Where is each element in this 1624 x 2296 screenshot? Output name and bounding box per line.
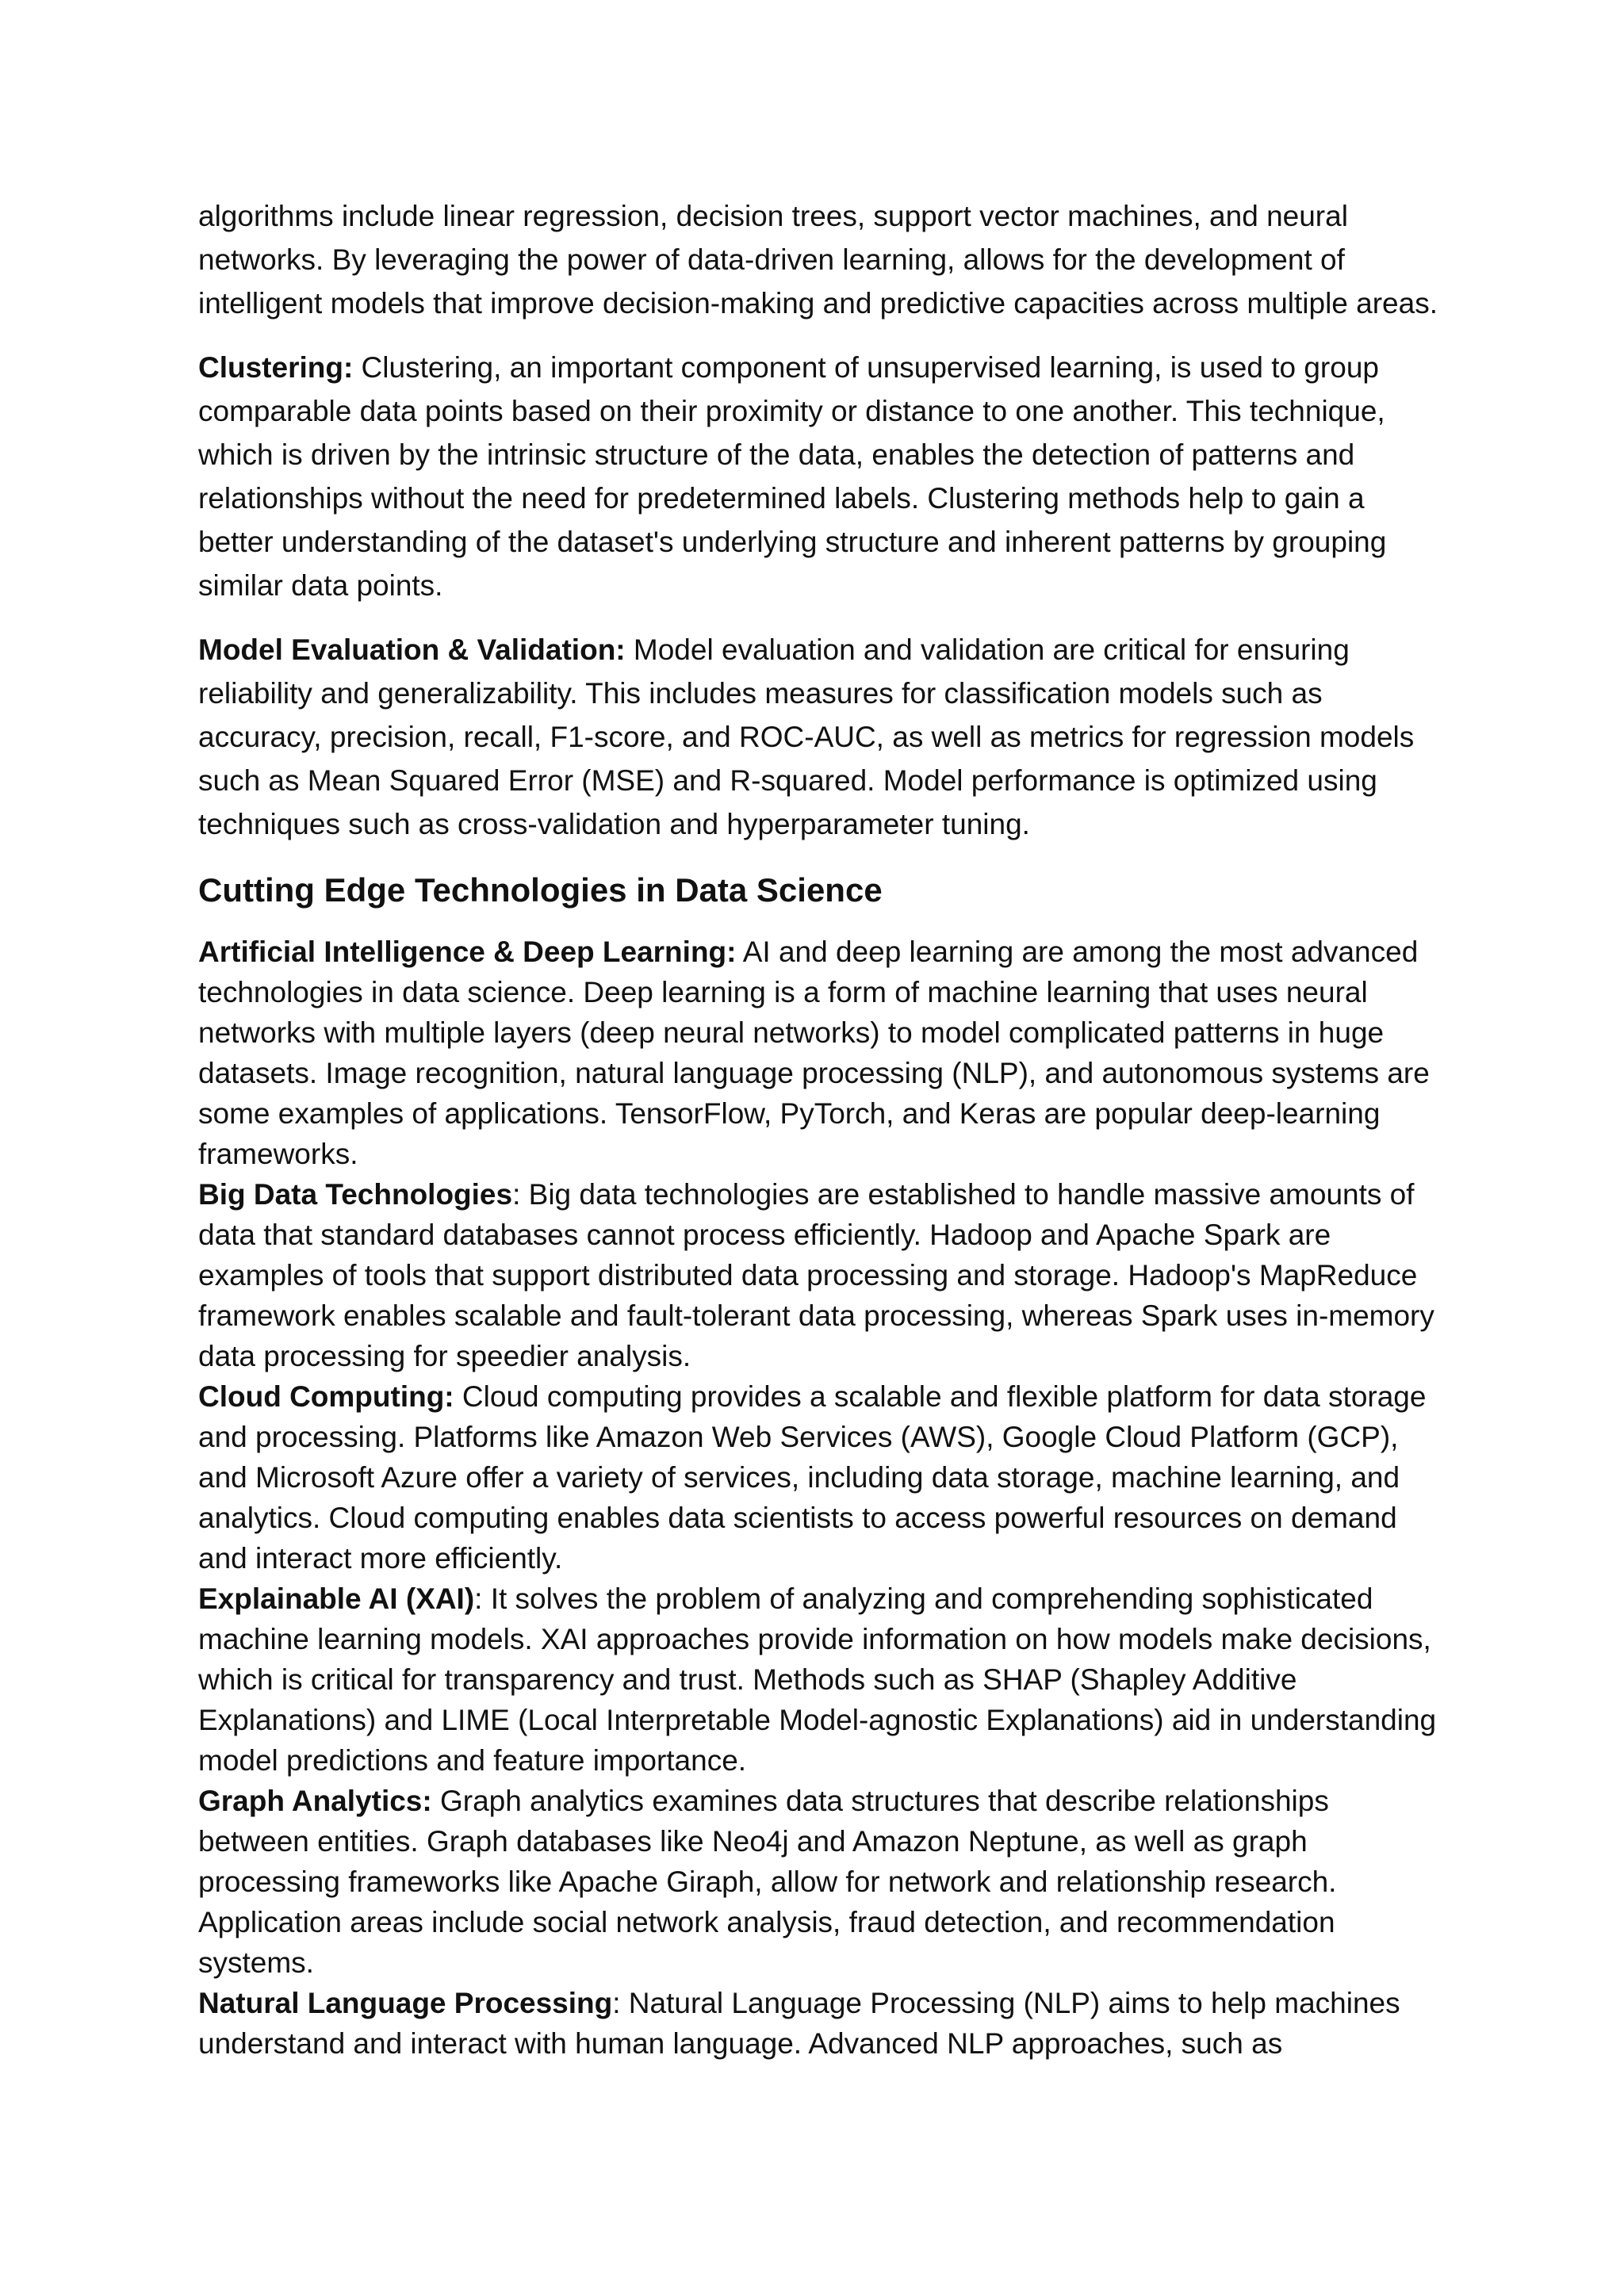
tech-item-term: Artificial Intelligence & Deep Learning: (198, 936, 737, 968)
tech-item-text: Graph analytics examines data structures that describe relationships between entities. Graph databases like Neo4j and Amazon Neptune, as well as graph processing frameworks like Apache Giraph, allow for network and relationship research. Application areas include social network analysis, fraud detection, and recommendation systems. (198, 1785, 1337, 1979)
model-evaluation-paragraph (198, 628, 1443, 846)
model-evaluation-text: Model evaluation and validation are critical for ensuring reliability and generalizability. This includes measures for classification models such as accuracy, precision, recall, F1-score, and ROC-AUC, as well as metrics for regression models such as Mean Squared Error (MSE) and R-squared. Model performance is optimized using techniques such as cross-validation and hyperparameter tuning. (198, 633, 1415, 840)
tech-item-ai-deep-learning (198, 932, 1443, 1174)
tech-item-term: Explainable AI (XAI) (198, 1582, 475, 1615)
tech-item-text: : Natural Language Processing (NLP) aims to help machines understand and interact with human language. Advanced NLP approaches, such as (198, 1987, 1400, 2060)
tech-item-text: : It solves the problem of analyzing and comprehending sophisticated machine learning models. XAI approaches provide information on how models make decisions, which is critical for transparency and trust. Methods such as SHAP (Shapley Additive Explanations) and LIME (Local Interpretable Model-agnostic Explanations) aid in understanding model predictions and feature importance. (198, 1582, 1437, 1777)
clustering-text: Clustering, an important component of unsupervised learning, is used to group comparable data points based on their proximity or distance to one another. This technique, which is driven by the intrinsic structure of the data, enables the detection of patterns and relationships without the need for predetermined labels. Clustering methods help to gain a better understanding of the dataset's underlying structure and inherent patterns by grouping similar data points. (198, 351, 1387, 602)
intro-paragraph: algorithms include linear regression, decision trees, support vector machines, and neural networks. By leveraging the power of data-driven learning, allows for the development of intelligent models that improve decision-making and predictive capacities across multiple areas. (198, 200, 1438, 320)
tech-item-graph-analytics (198, 1781, 1443, 1983)
tech-item-term: Graph Analytics: (198, 1785, 432, 1817)
clustering-paragraph (198, 346, 1443, 607)
clustering-term: Clustering: (198, 351, 354, 384)
tech-item-nlp (198, 1983, 1443, 2064)
tech-item-term: Cloud Computing: (198, 1380, 454, 1413)
tech-item-big-data (198, 1174, 1443, 1376)
tech-item-cloud-computing (198, 1376, 1443, 1578)
tech-item-text: AI and deep learning are among the most advanced technologies in data science. Deep learning is a form of machine learning that uses neural networks with multiple layers (deep neural networks) to model complicated patterns in huge datasets. Image recognition, natural language processing (NLP), and autonomous systems are some examples of applications. TensorFlow, PyTorch, and Keras are popular deep-learning frameworks. (198, 936, 1430, 1170)
tech-item-text: Cloud computing provides a scalable and flexible platform for data storage and processing. Platforms like Amazon Web Services (AWS), Google Cloud Platform (GCP), and Microsoft Azure offer a variety of services, including data storage, machine learning, and analytics. Cloud computing enables data scientists to access powerful resources on demand and interact more efficiently. (198, 1380, 1427, 1575)
tech-item-text: : Big data technologies are established to handle massive amounts of data that standard databases cannot process efficiently. Hadoop and Apache Spark are examples of tools that support distributed data processing and storage. Hadoop's MapReduce framework enables scalable and fault-tolerant data processing, whereas Spark uses in-memory data processing for speedier analysis. (198, 1178, 1434, 1372)
document-page (198, 194, 1443, 2064)
tech-item-explainable-ai (198, 1578, 1443, 1781)
tech-item-term: Big Data Technologies (198, 1178, 513, 1211)
section-heading: Cutting Edge Technologies in Data Science (198, 871, 883, 909)
model-evaluation-term: Model Evaluation & Validation: (198, 633, 626, 666)
tech-item-term: Natural Language Processing (198, 1987, 613, 2019)
